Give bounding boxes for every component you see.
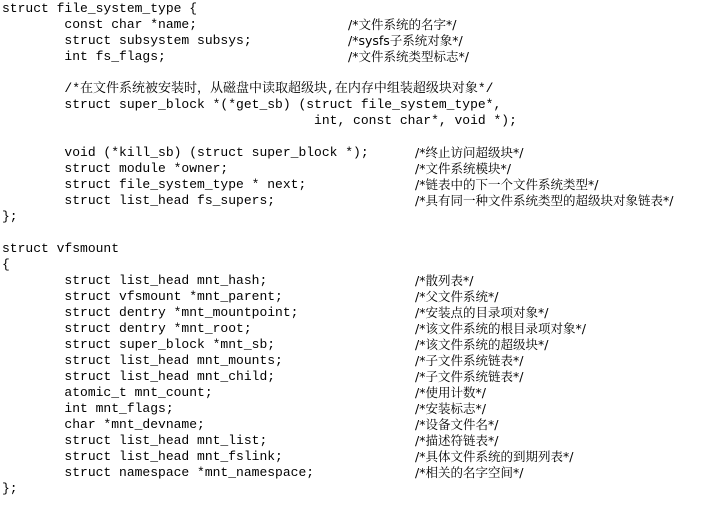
code-comment: /*具体文件系统的到期列表*/ xyxy=(415,449,574,464)
code-comment: /*使用计数*/ xyxy=(415,385,486,400)
code-line xyxy=(2,417,718,433)
code-line xyxy=(2,337,718,353)
code-line xyxy=(2,481,718,497)
code-text: struct module *owner; xyxy=(2,161,229,176)
code-line xyxy=(2,449,718,465)
code-comment: /*文件系统类型标志*/ xyxy=(348,49,469,64)
code-text: struct dentry *mnt_mountpoint; xyxy=(2,305,299,320)
code-line xyxy=(2,225,718,241)
code-text: int fs_flags; xyxy=(2,49,166,64)
code-comment: /*文件系统的名字*/ xyxy=(348,17,457,32)
code-line xyxy=(2,289,718,305)
code-line xyxy=(2,17,718,33)
code-line xyxy=(2,321,718,337)
code-listing xyxy=(2,1,718,497)
code-text: struct list_head mnt_fslink; xyxy=(2,449,283,464)
code-line xyxy=(2,145,718,161)
code-text: struct subsystem subsys; xyxy=(2,33,252,48)
code-text: }; xyxy=(2,209,18,224)
code-comment: /*相关的名字空间*/ xyxy=(415,465,524,480)
code-line xyxy=(2,49,718,65)
code-text: struct vfsmount xyxy=(2,241,120,256)
code-comment: /*安装标志*/ xyxy=(415,401,486,416)
code-text: struct list_head mnt_child; xyxy=(2,369,276,384)
code-line xyxy=(2,209,718,225)
code-line xyxy=(2,113,718,129)
code-line xyxy=(2,369,718,385)
code-text: char *mnt_devname; xyxy=(2,417,205,432)
code-line xyxy=(2,81,718,97)
code-line xyxy=(2,177,718,193)
code-text: struct dentry *mnt_root; xyxy=(2,321,252,336)
code-line xyxy=(2,161,718,177)
code-comment: /*散列表*/ xyxy=(415,273,474,288)
code-text: struct vfsmount *mnt_parent; xyxy=(2,289,283,304)
code-comment: /*具有同一种文件系统类型的超级块对象链表*/ xyxy=(415,193,674,208)
code-comment: /*子文件系统链表*/ xyxy=(415,353,524,368)
code-text: }; xyxy=(2,481,18,496)
code-comment: /*安装点的目录项对象*/ xyxy=(415,305,549,320)
code-line xyxy=(2,1,718,17)
code-comment: /*该文件系统的超级块*/ xyxy=(415,337,549,352)
code-text: /*在文件系统被安装时，从磁盘中读取超级块,在内存中组装超级块对象*/ xyxy=(2,81,494,96)
code-comment: /*子文件系统链表*/ xyxy=(415,369,524,384)
code-line xyxy=(2,305,718,321)
code-text: void (*kill_sb) (struct super_block *); xyxy=(2,145,369,160)
code-comment: /*链表中的下一个文件系统类型*/ xyxy=(415,177,599,192)
code-text: { xyxy=(2,257,10,272)
code-comment: /*该文件系统的根目录项对象*/ xyxy=(415,321,586,336)
code-text: struct super_block *(*get_sb) (struct file_system_type*, xyxy=(2,97,502,112)
code-text: int mnt_flags; xyxy=(2,401,174,416)
code-text: struct list_head fs_supers; xyxy=(2,193,276,208)
code-comment: /*文件系统模块*/ xyxy=(415,161,511,176)
code-text: struct list_head mnt_list; xyxy=(2,433,268,448)
code-text: struct list_head mnt_mounts; xyxy=(2,353,283,368)
code-line xyxy=(2,433,718,449)
code-line xyxy=(2,33,718,49)
code-text: atomic_t mnt_count; xyxy=(2,385,213,400)
code-line xyxy=(2,65,718,81)
code-line xyxy=(2,273,718,289)
code-text: int, const char*, void *); xyxy=(2,113,517,128)
code-text: struct file_system_type { xyxy=(2,1,198,16)
code-text: struct file_system_type * next; xyxy=(2,177,307,192)
code-line xyxy=(2,385,718,401)
code-text: struct namespace *mnt_namespace; xyxy=(2,465,315,480)
code-comment: /*sysfs子系统对象*/ xyxy=(348,33,463,48)
code-line xyxy=(2,401,718,417)
code-text: struct super_block *mnt_sb; xyxy=(2,337,276,352)
code-line xyxy=(2,465,718,481)
code-text: const char *name; xyxy=(2,17,198,32)
code-comment: /*设备文件名*/ xyxy=(415,417,499,432)
code-line xyxy=(2,353,718,369)
code-line xyxy=(2,97,718,113)
code-comment: /*父文件系统*/ xyxy=(415,289,499,304)
code-line xyxy=(2,257,718,273)
code-text: struct list_head mnt_hash; xyxy=(2,273,268,288)
code-line xyxy=(2,129,718,145)
code-comment: /*描述符链表*/ xyxy=(415,433,499,448)
code-line xyxy=(2,193,718,209)
code-comment: /*终止访问超级块*/ xyxy=(415,145,524,160)
code-line xyxy=(2,241,718,257)
